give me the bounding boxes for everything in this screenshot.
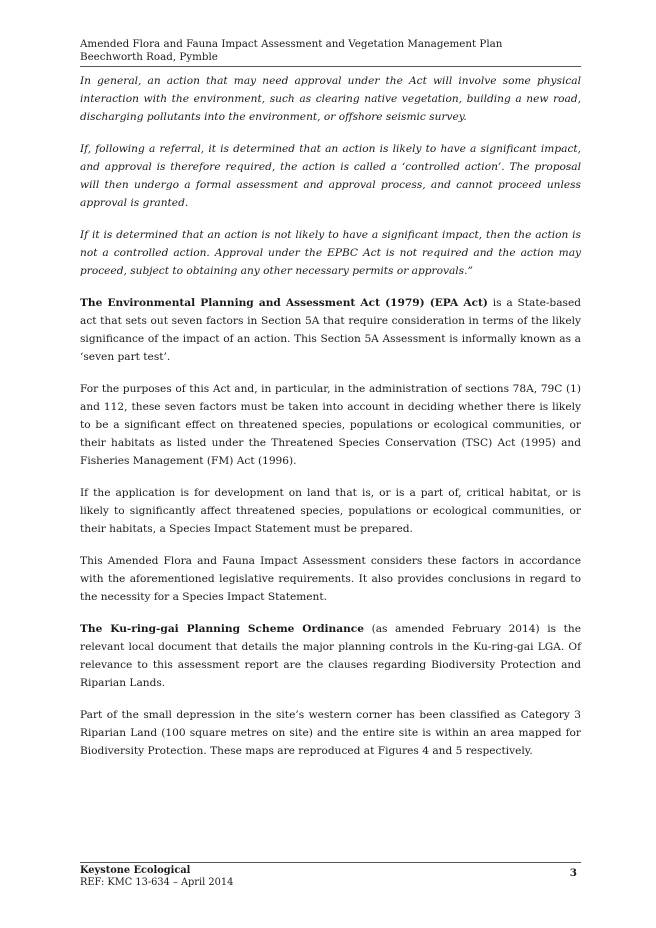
header-title: Amended Flora and Fauna Impact Assessment and Vegetation Management Plan (80, 38, 503, 50)
footer-organisation: Keystone Ecological (80, 865, 191, 876)
kuringgai-paragraph (80, 620, 581, 692)
quote-paragraph-2: If, following a referral, it is determined that an action is likely to have a significant impact, and approval is therefore required, the action is called a ‘controlled action’. The proposal will then undergo a formal assessment and approval process, and cannot proceed unless approval is granted. (80, 143, 581, 209)
application-paragraph: If the application is for development on land that is, or is a part of, critical habitat, or is likely to significantly affect threatened species, populations or ecological communities, or their habitats, a Species Impact Statement must be prepared. (80, 487, 581, 535)
header-location: Beechworth Road, Pymble (80, 51, 218, 63)
quote-paragraph-1: In general, an action that may need approval under the Act will involve some physical interaction with the environment, such as clearing native vegetation, building a new road, discharging pollutants into the environment, or offshore seismic survey. (80, 75, 581, 123)
epa-act-title: The Environmental Planning and Assessment Act (1979) (EPA Act) (80, 297, 488, 309)
footer-divider (80, 862, 581, 863)
kuringgai-title: The Ku-ring-gai Planning Scheme Ordinance (80, 623, 364, 635)
page-number: 3 (569, 867, 577, 879)
purposes-paragraph: For the purposes of this Act and, in particular, in the administration of sections 78A, 79C (1) and 112, these seven factors must be taken into account in deciding whether there is likely to be a significant effect on threatened species, populations or ecological communities, or their habitats as listed under the Threatened Species Conservation (TSC) Act (1995) and Fisheries Management (FM) Act (1996). (80, 383, 581, 467)
page-header (80, 38, 580, 64)
depression-paragraph: Part of the small depression in the site’s western corner has been classified as Category 3 Riparian Land (100 square metres on site) and the entire site is within an area mapped for Biodiversity Protection. These maps are reproduced at Figures 4 and 5 respectively. (80, 709, 581, 757)
header-divider (80, 66, 581, 67)
epa-act-text: is a State-based act that sets out seven factors in Section 5A that require consideration in terms of the likely significance of the impact of an action. This Section 5A Assessment is informally known as a ‘seven part test’. (80, 297, 582, 363)
quote-paragraph-3: If it is determined that an action is not likely to have a significant impact, then the action is not a controlled action. Approval under the EPBC Act is not required and the action may proceed, subject to obtaining any other necessary permits or approvals.” (80, 229, 581, 277)
considers-paragraph: This Amended Flora and Fauna Impact Assessment considers these factors in accordance with the aforementioned legislative requirements. It also provides conclusions in regard to the necessity for a Species Impact Statement. (80, 555, 581, 603)
epa-act-paragraph (80, 294, 581, 366)
footer-reference: REF: KMC 13-634 – April 2014 (80, 877, 234, 888)
kuringgai-text: (as amended February 2014) is the relevant local document that details the major planning controls in the Ku-ring-gai LGA. Of relevance to this assessment report are the clauses regarding Biodiversity Protection and Riparian Lands. (80, 623, 581, 689)
page-footer (80, 865, 581, 889)
page-body (80, 72, 581, 774)
